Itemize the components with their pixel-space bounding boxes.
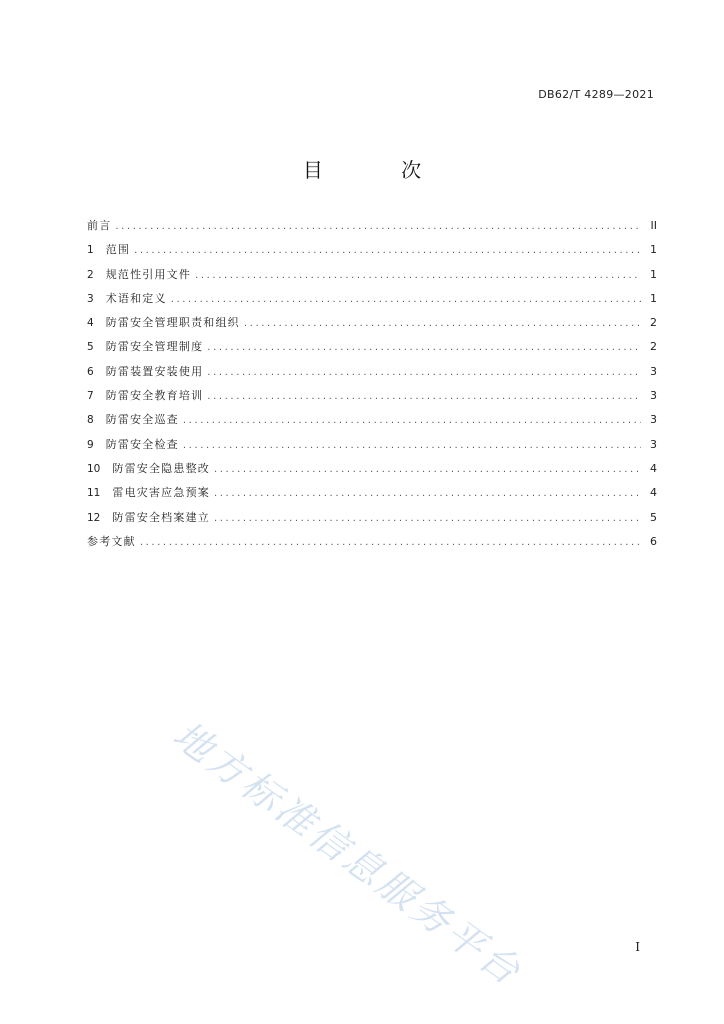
table-of-contents bbox=[87, 217, 657, 557]
watermark: 地方标准信息服务平台 bbox=[165, 712, 531, 996]
toc-leader-dots bbox=[183, 440, 641, 451]
toc-leader-dots bbox=[134, 245, 641, 256]
toc-entry-number: 11 bbox=[87, 487, 101, 500]
toc-leader-dots bbox=[183, 415, 641, 426]
toc-entry-text: 防雷安全教育培训 bbox=[105, 389, 204, 403]
toc-leader-dots bbox=[207, 367, 641, 378]
toc-leader-dots bbox=[195, 270, 641, 281]
toc-entry-10[interactable] bbox=[87, 460, 657, 484]
toc-title: 目 次 bbox=[302, 158, 458, 182]
toc-leader-dots bbox=[214, 513, 641, 524]
toc-entry-page: 4 bbox=[650, 461, 657, 475]
toc-leader-dots bbox=[244, 318, 641, 329]
toc-entry-text: 前言 bbox=[87, 219, 112, 232]
toc-entry-9[interactable] bbox=[87, 436, 657, 460]
toc-entry-7[interactable] bbox=[87, 387, 657, 411]
toc-entry-page: 6 bbox=[650, 534, 657, 548]
toc-entry-page: 2 bbox=[650, 316, 657, 330]
toc-entry-text: 防雷安全管理职责和组织 bbox=[105, 316, 240, 330]
toc-entry-11[interactable] bbox=[87, 484, 657, 508]
toc-entry-page: 4 bbox=[650, 486, 657, 500]
toc-leader-dots bbox=[207, 391, 641, 402]
toc-leader-dots bbox=[140, 537, 641, 548]
toc-entry-references[interactable] bbox=[87, 533, 657, 557]
toc-leader-dots bbox=[214, 488, 641, 499]
toc-entry-page: 5 bbox=[650, 510, 657, 524]
toc-leader-dots bbox=[214, 464, 641, 475]
toc-leader-dots bbox=[171, 294, 641, 305]
toc-entry-text: 防雷安全巡查 bbox=[105, 413, 179, 427]
toc-entry-1[interactable] bbox=[87, 241, 657, 265]
toc-entry-number: 3 bbox=[87, 292, 94, 305]
page-number: I bbox=[635, 940, 640, 954]
toc-entry-8[interactable] bbox=[87, 411, 657, 435]
toc-entry-number: 6 bbox=[87, 365, 94, 378]
toc-entry-page: 3 bbox=[650, 389, 657, 403]
toc-entry-number: 7 bbox=[87, 390, 94, 403]
toc-entry-text: 防雷装置安装使用 bbox=[105, 364, 204, 378]
toc-entry-page: 1 bbox=[650, 267, 657, 281]
toc-entry-page: 3 bbox=[650, 437, 657, 451]
toc-entry-text: 范围 bbox=[105, 243, 131, 257]
toc-entry-text: 规范性引用文件 bbox=[105, 267, 192, 281]
toc-leader-dots bbox=[207, 342, 641, 353]
toc-entry-text: 术语和定义 bbox=[105, 291, 167, 305]
toc-entry-text: 防雷安全检查 bbox=[105, 437, 179, 451]
toc-entry-number: 2 bbox=[87, 268, 94, 281]
toc-entry-page: II bbox=[650, 219, 657, 232]
toc-entry-number: 4 bbox=[87, 317, 94, 330]
toc-entry-number: 9 bbox=[87, 438, 94, 451]
toc-entry-text: 防雷安全档案建立 bbox=[112, 510, 210, 524]
toc-entry-5[interactable] bbox=[87, 338, 657, 362]
toc-leader-dots bbox=[115, 221, 641, 232]
toc-entry-4[interactable] bbox=[87, 314, 657, 338]
toc-entry-2[interactable] bbox=[87, 266, 657, 290]
toc-entry-number: 8 bbox=[87, 414, 94, 427]
toc-entry-page: 1 bbox=[650, 243, 657, 257]
toc-entry-12[interactable] bbox=[87, 509, 657, 533]
toc-entry-6[interactable] bbox=[87, 363, 657, 387]
toc-entry-number: 12 bbox=[87, 511, 101, 524]
toc-entry-page: 3 bbox=[650, 364, 657, 378]
toc-entry-text: 防雷安全隐患整改 bbox=[112, 461, 210, 475]
toc-entry-text: 雷电灾害应急预案 bbox=[112, 486, 210, 500]
toc-entry-number: 5 bbox=[87, 341, 94, 354]
toc-entry-number: 1 bbox=[87, 244, 94, 257]
toc-entry-text: 防雷安全管理制度 bbox=[105, 340, 204, 354]
toc-entry-foreword[interactable] bbox=[87, 217, 657, 241]
toc-entry-3[interactable] bbox=[87, 290, 657, 314]
toc-entry-number: 10 bbox=[87, 462, 101, 475]
standard-code: DB62/T 4289—2021 bbox=[538, 88, 654, 101]
toc-entry-text: 参考文献 bbox=[87, 534, 136, 548]
toc-entry-page: 3 bbox=[650, 413, 657, 427]
toc-entry-page: 1 bbox=[650, 291, 657, 305]
toc-entry-page: 2 bbox=[650, 340, 657, 354]
